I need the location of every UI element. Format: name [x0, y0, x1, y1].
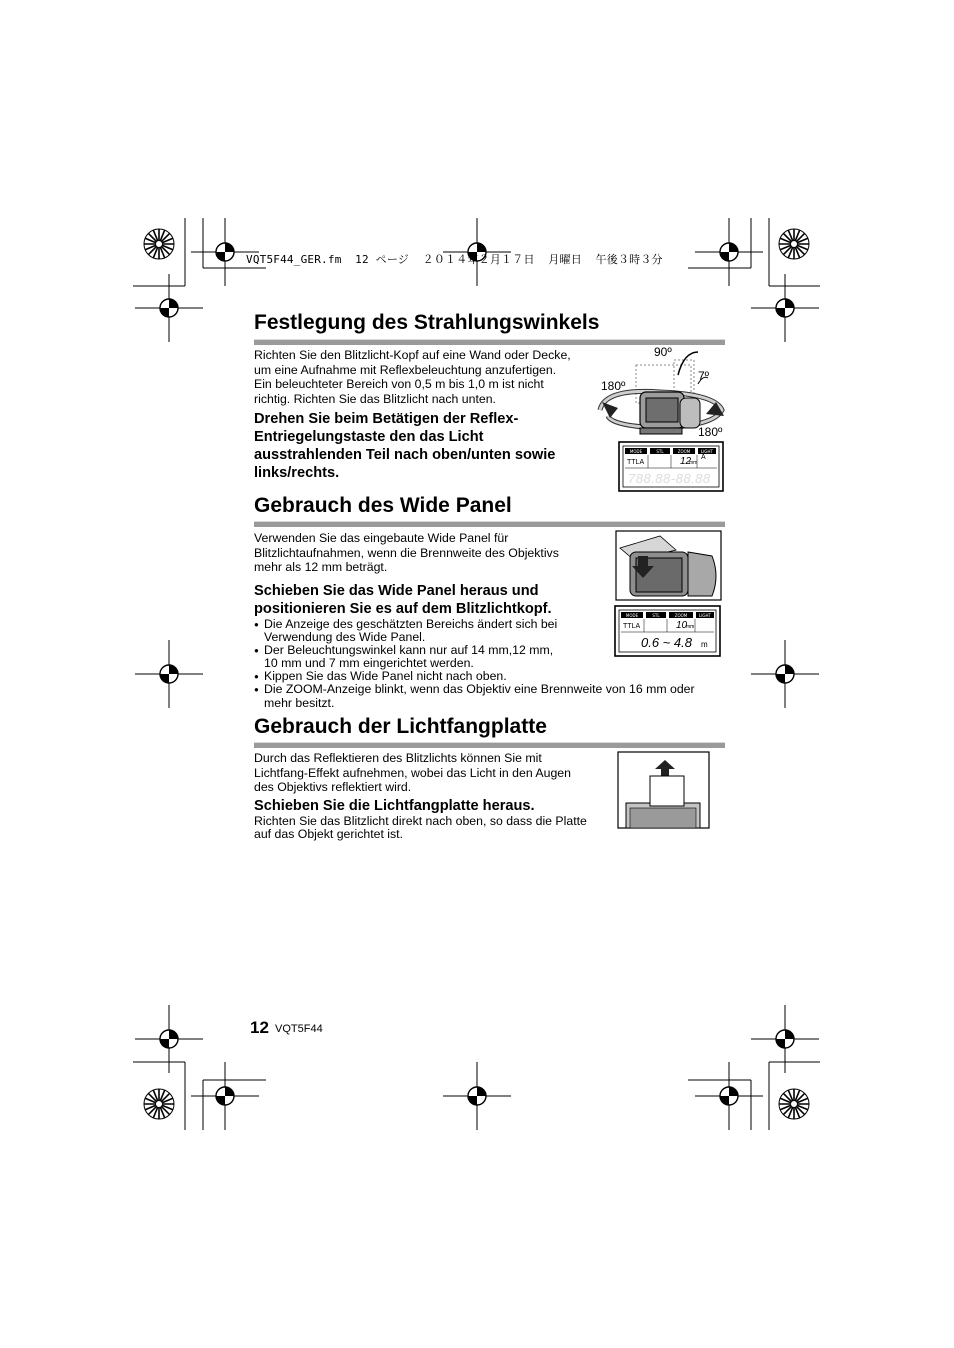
lcd-tab-label: ZOOM [677, 449, 691, 454]
lcd-tab-label: STL [656, 449, 664, 454]
lcd2-zoom-unit: mm [686, 624, 695, 630]
lcd-tab-label: MODE [629, 449, 643, 454]
section3-paragraph: Durch das Reflektieren des Blitzlichts können Sie mit Lichtfang-Effekt aufnehmen, wobei das Licht in den Augen des Objektivs reflektiert wird. [254, 751, 571, 795]
section1-instruction: Drehen Sie beim Betätigen der Reflex- Entriegelungstaste den das Licht ausstrahlenden Teil nach oben/unten sowie links/rechts. [254, 411, 556, 481]
list-item: ● Die Anzeige des geschätzten Bereichs ändert sich bei Verwendung des Wide Panel. [254, 618, 724, 644]
section3-after-text: Richten Sie das Blitzlicht direkt nach oben, so dass die Platte auf das Objekt gerichtet ist. [254, 814, 587, 841]
lcd2-zoom-value: 10 [676, 620, 688, 631]
section3-instruction: Schieben Sie die Lichtfangplatte heraus. [254, 798, 535, 814]
lcd1-light: A [701, 454, 706, 461]
list-item: ● Die ZOOM-Anzeige blinkt, wenn das Objektiv eine Brennweite von 16 mm oder mehr besitzt. [254, 683, 724, 709]
lcd2-mode: TTLA [623, 623, 641, 630]
lcd2-range: 0.6 ~ 4.8 [641, 635, 692, 650]
angle-label-180-right: 180º [698, 425, 723, 439]
lcd-tab-label: LIGHT [699, 613, 711, 618]
lcd1-mode: TTLA [627, 459, 645, 466]
angle-label-90: 90º [654, 345, 672, 359]
angle-label-180-left: 180º [601, 379, 626, 393]
lcd-tab-label: MODE [625, 613, 639, 618]
section2-instruction: Schieben Sie das Wide Panel heraus und positionieren Sie es auf dem Blitzlichtkopf. [254, 583, 552, 617]
lcd1-zoom-value: 12 [680, 456, 692, 467]
list-item: ● Der Beleuchtungswinkel kann nur auf 14 mm,12 mm, 10 mm und 7 mm eingerichtet werden. [254, 644, 724, 670]
page-number: 12 [250, 1018, 269, 1037]
section2-paragraph: Verwenden Sie das eingebaute Wide Panel für Blitzlichtaufnahmen, wenn die Brennweite des Objektivs mehr als 12 mm beträgt. [254, 531, 559, 575]
lcd1-zoom-unit: mm [689, 460, 698, 466]
section-title-wide-panel: Gebrauch des Wide Panel [254, 494, 512, 517]
file-header: VQT5F44_GER.fm 12 ページ ２０１４年２月１７日 月曜日 午後３時３分 [246, 253, 663, 266]
lcd-tab-label: STL [652, 613, 660, 618]
list-item: ● Kippen Sie das Wide Panel nicht nach oben. [254, 670, 724, 683]
section1-paragraph: Richten Sie den Blitzlicht-Kopf auf eine Wand oder Decke, um eine Aufnahme mit Reflexbeleuchtung anzufertigen. Ein beleuchteter Bereich von 0,5 m bis 1,0 m ist nicht richtig. Richten Sie das Blitzlicht nach unten. [254, 348, 571, 406]
lcd-tab-label: ZOOM [674, 613, 688, 618]
section-title-catchlight: Gebrauch der Lichtfangplatte [254, 715, 547, 738]
lcd-tab-label: LIGHT [701, 449, 713, 454]
section-title-beam-angle: Festlegung des Strahlungswinkels [254, 311, 600, 334]
angle-label-7: 7º [698, 369, 710, 383]
lcd1-digits: 788.88-88.88 [628, 471, 711, 486]
lcd2-range-unit: m [701, 640, 708, 649]
document-code: VQT5F44 [275, 1023, 323, 1035]
